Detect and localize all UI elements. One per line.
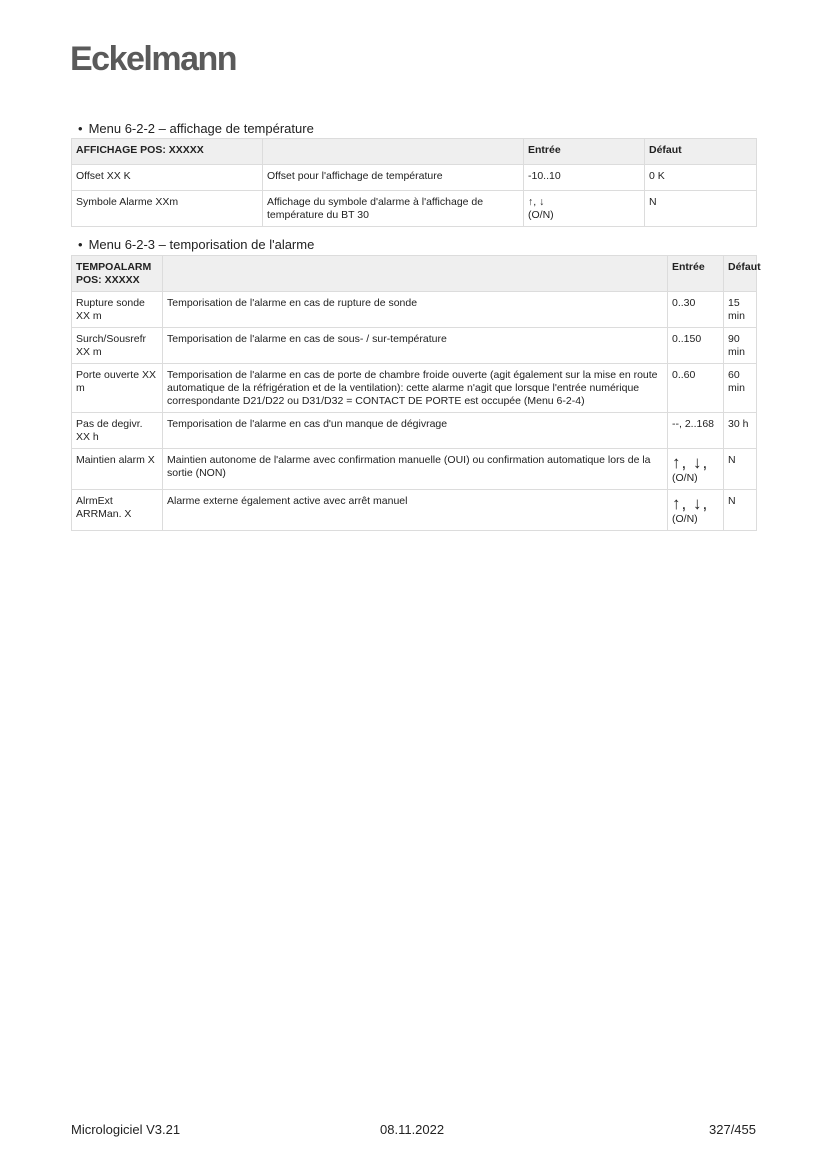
desc-cell: Temporisation de l'alarme en cas d'un manque de dégivrage: [163, 413, 668, 449]
table-affichage-temperature: [71, 138, 757, 227]
arrow-icons: ↑, ↓,: [672, 494, 709, 513]
bullet-icon: •: [78, 121, 83, 136]
table-row: [72, 490, 757, 531]
table-header-row: [72, 139, 757, 165]
desc-cell: Temporisation de l'alarme en cas de porte de chambre froide ouverte (agit également sur la mise en route automatique de la réfrigération et de la ventilation): cette alarme n'agit que lorsque l'entrée numérique correspondante D21/D22 ou D31/D32 = CONTACT DE PORTE est occupée (Menu 6-2-4): [163, 364, 668, 413]
default-cell: 90 min: [724, 328, 757, 364]
footer-firmware-version: Micrologiciel V3.21: [71, 1122, 181, 1137]
entry-value: (O/N): [528, 209, 554, 221]
header-cell: Entrée: [668, 256, 724, 292]
entry-cell: 0..30: [668, 292, 724, 328]
entry-cell: -10..10: [524, 165, 645, 191]
param-cell: Rupture sonde XX m: [72, 292, 163, 328]
desc-cell: Maintien autonome de l'alarme avec confirmation manuelle (OUI) ou confirmation automatique lors de la sortie (NON): [163, 449, 668, 490]
table-header-row: [72, 256, 757, 292]
entry-cell: 0..60: [668, 364, 724, 413]
brand-logo: Eckelmann: [70, 40, 237, 78]
entry-cell: 0..150: [668, 328, 724, 364]
table-row: [72, 328, 757, 364]
entry-cell: [668, 449, 724, 490]
table-row: [72, 165, 757, 191]
default-cell: N: [724, 490, 757, 531]
desc-cell: Offset pour l'affichage de température: [263, 165, 524, 191]
desc-cell: Temporisation de l'alarme en cas de sous- / sur-température: [163, 328, 668, 364]
table-row: [72, 449, 757, 490]
section-title-text: Menu 6-2-3 – temporisation de l'alarme: [88, 237, 315, 252]
entry-cell: [668, 490, 724, 531]
param-cell: Maintien alarm X: [72, 449, 163, 490]
table-row: [72, 191, 757, 227]
entry-value: (O/N): [672, 472, 698, 484]
table-row: [72, 413, 757, 449]
header-cell: Entrée: [524, 139, 645, 165]
desc-cell: Affichage du symbole d'alarme à l'affichage de température du BT 30: [263, 191, 524, 227]
entry-value: (O/N): [672, 513, 698, 525]
desc-cell: Temporisation de l'alarme en cas de rupture de sonde: [163, 292, 668, 328]
default-cell: N: [724, 449, 757, 490]
param-cell: AlrmExt ARRMan. X: [72, 490, 163, 531]
table-temporisation-alarme: [71, 255, 761, 531]
desc-cell: Alarme externe également active avec arrêt manuel: [163, 490, 668, 531]
default-cell: N: [645, 191, 757, 227]
header-cell: [163, 256, 668, 292]
footer-page-number: 327/455: [709, 1122, 756, 1137]
param-cell: Offset XX K: [72, 165, 263, 191]
section-title-text: Menu 6-2-2 – affichage de température: [88, 121, 314, 136]
default-cell: 60 min: [724, 364, 757, 413]
entry-cell: [524, 191, 645, 227]
header-cell: TEMPOALARM POS: XXXXX: [72, 256, 163, 292]
table-row: [72, 364, 757, 413]
section-title-menu-6-2-2: [78, 121, 314, 136]
default-cell: 30 h: [724, 413, 757, 449]
param-cell: Porte ouverte XX m: [72, 364, 163, 413]
header-cell: Défaut: [724, 256, 757, 292]
header-cell: [263, 139, 524, 165]
table-row: [72, 292, 757, 328]
entry-cell: --, 2..168: [668, 413, 724, 449]
bullet-icon: •: [78, 237, 83, 252]
section-title-menu-6-2-3: [78, 237, 314, 252]
footer-date: 08.11.2022: [380, 1122, 445, 1137]
param-cell: Surch/Sousrefr XX m: [72, 328, 163, 364]
default-cell: 0 K: [645, 165, 757, 191]
default-cell: 15 min: [724, 292, 757, 328]
param-cell: Pas de degivr. XX h: [72, 413, 163, 449]
header-cell: Défaut: [645, 139, 757, 165]
arrow-icons: ↑, ↓,: [672, 453, 709, 472]
header-cell: AFFICHAGE POS: XXXXX: [72, 139, 263, 165]
param-cell: Symbole Alarme XXm: [72, 191, 263, 227]
arrow-icons: ↑, ↓: [528, 196, 545, 208]
